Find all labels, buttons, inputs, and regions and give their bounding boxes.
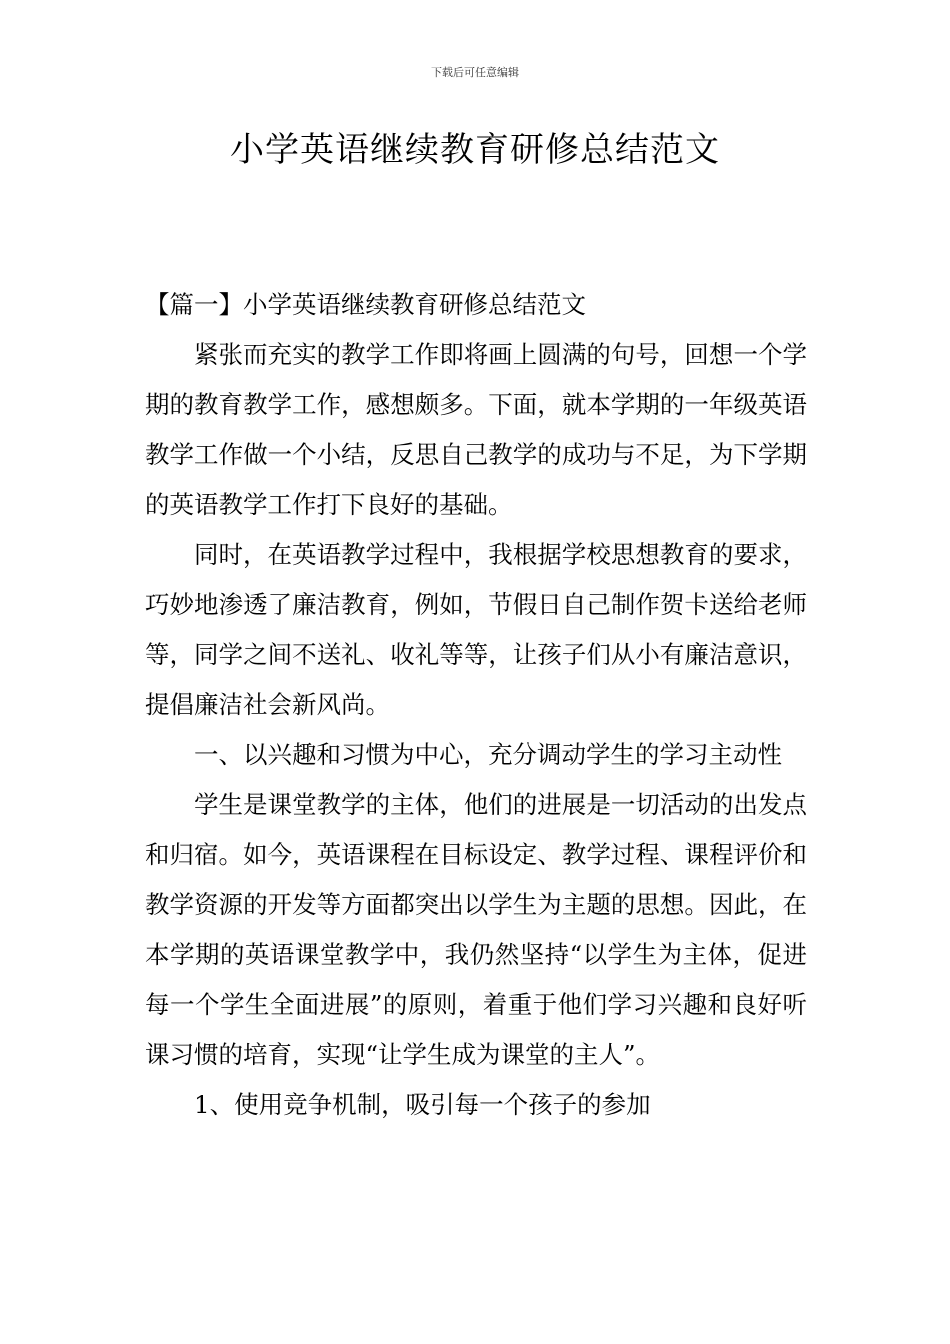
paragraph-intro: 紧张而充实的教学工作即将画上圆满的句号，回想一个学期的教育教学工作，感想颇多。下面，就本学期的一年级英语教学工作做一个小结，反思自己教学的成功与不足，为下学期的英语教学工作打下良好的基础。: [145, 340, 807, 519]
paragraph-student-centered: 学生是课堂教学的主体，他们的进展是一切活动的出发点和归宿。如今，英语课程在目标设定、教学过程、课程评价和教学资源的开发等方面都突出以学生为主题的思想。因此，在本学期的英语课堂教学中，我仍然坚持“以学生为主体，促进每一个学生全面进展”的原则，着重于他们学习兴趣和良好听课习惯的培育，实现“让学生成为课堂的主人”。: [145, 790, 807, 1069]
paragraph-integrity-education: 同时，在英语教学过程中，我根据学校思想教育的要求，巧妙地渗透了廉洁教育，例如，节假日自己制作贺卡送给老师等，同学之间不送礼、收礼等等，让孩子们从小有廉洁意识，提倡廉洁社会新风尚。: [145, 540, 807, 719]
document-title: 小学英语继续教育研修总结范文: [230, 130, 720, 170]
document-body: [145, 280, 807, 1130]
subheading-interest-habits: 一、以兴趣和习惯为中心，充分调动学生的学习主动性: [194, 740, 782, 769]
section-heading: 【篇一】小学英语继续教育研修总结范文: [145, 290, 586, 319]
subheading-competition: 1、使用竞争机制，吸引每一个孩子的参加: [194, 1090, 651, 1119]
header-note: 下载后可任意编辑: [431, 66, 519, 79]
